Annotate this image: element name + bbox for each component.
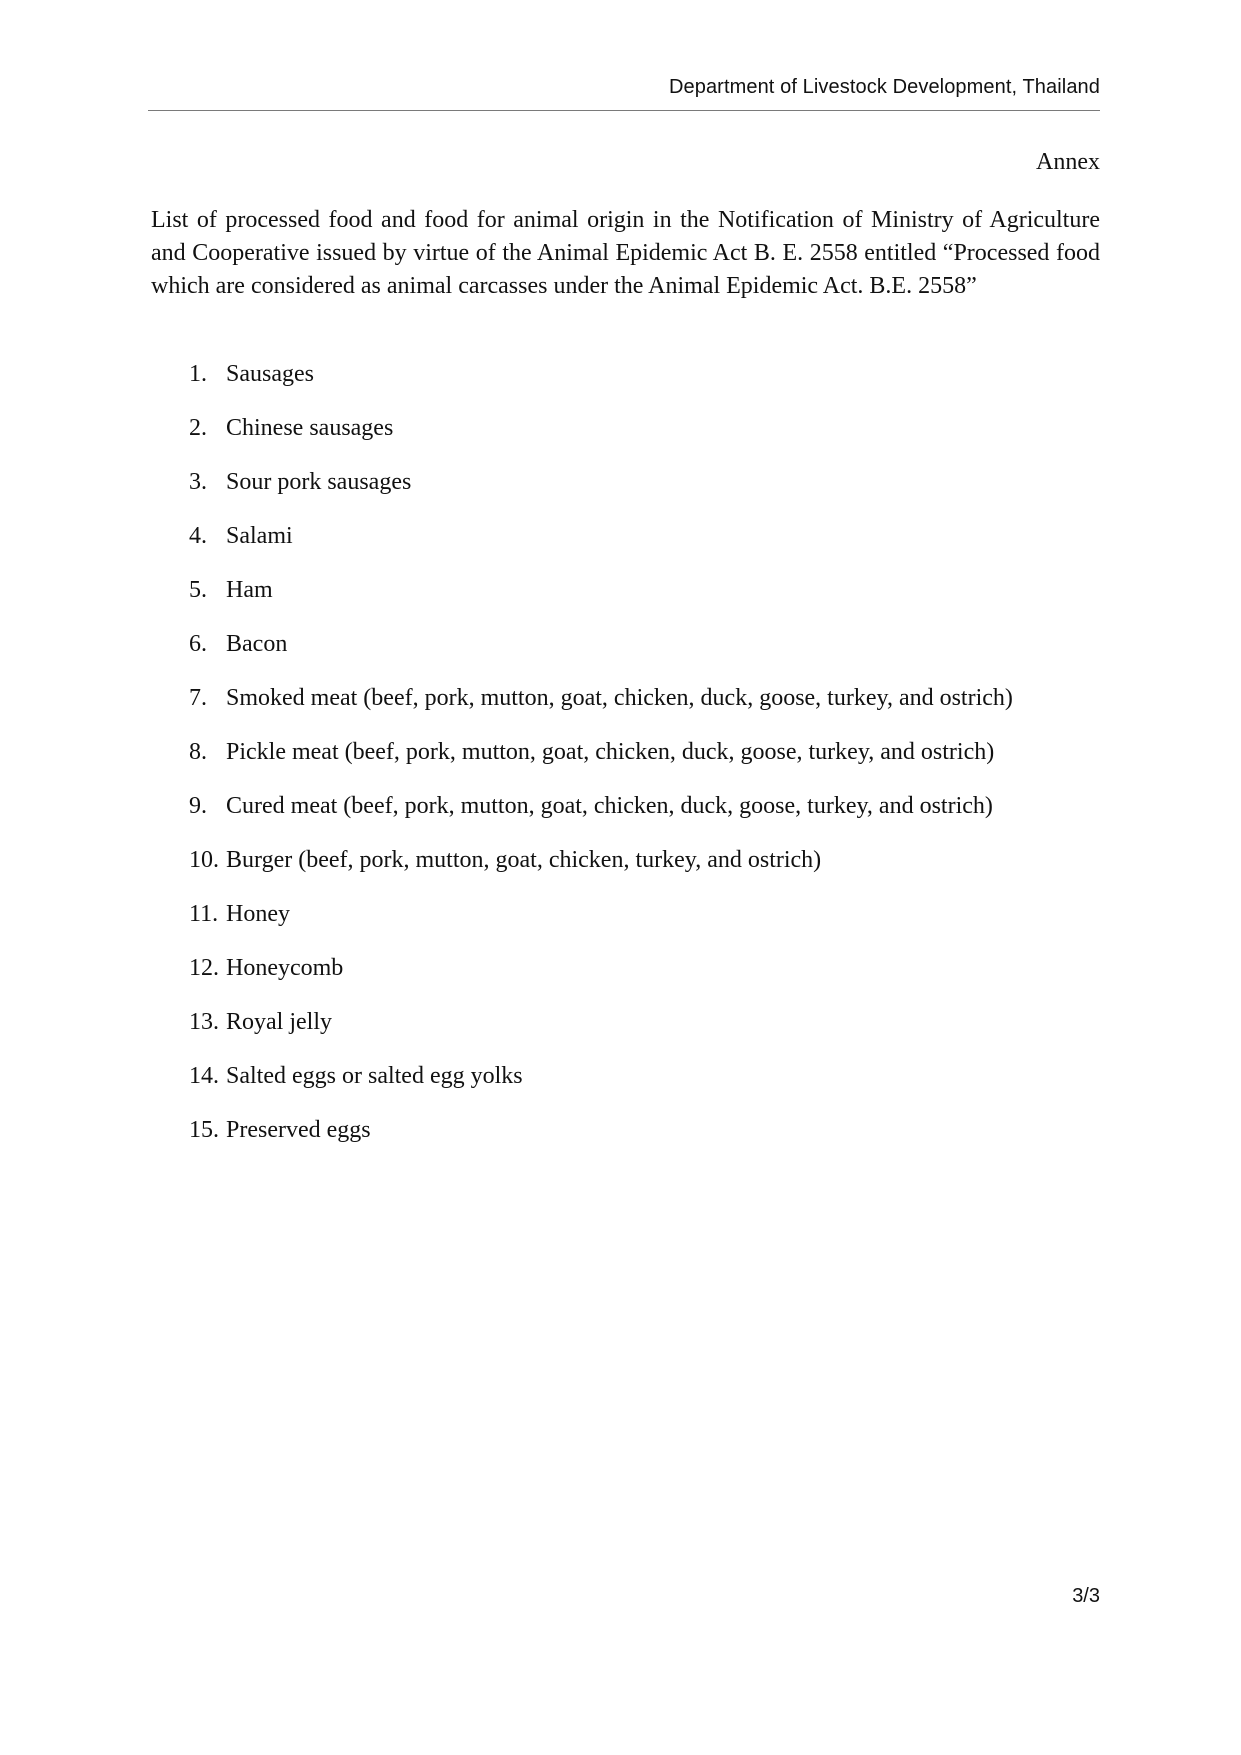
item-text: Preserved eggs: [226, 1117, 371, 1143]
item-text: Ham: [226, 577, 273, 603]
item-number: 4.: [189, 523, 207, 549]
item-text: Pickle meat (beef, pork, mutton, goat, chicken, duck, goose, turkey, and ostrich): [226, 739, 995, 765]
item-number: 12.: [189, 955, 219, 981]
item-text: Cured meat (beef, pork, mutton, goat, chicken, duck, goose, turkey, and ostrich): [226, 793, 993, 819]
list-item: [189, 789, 1013, 843]
item-number: 1.: [189, 361, 207, 387]
item-number: 14.: [189, 1063, 219, 1089]
list-item: [189, 519, 1013, 573]
item-number: 15.: [189, 1117, 219, 1143]
list-item: [189, 465, 1013, 519]
item-text: Salted eggs or salted egg yolks: [226, 1063, 523, 1089]
item-text: Royal jelly: [226, 1009, 332, 1035]
list-item: [189, 681, 1013, 735]
item-number: 13.: [189, 1009, 219, 1035]
item-number: 9.: [189, 793, 207, 819]
intro-paragraph: List of processed food and food for animal origin in the Notification of Ministry of Agriculture and Cooperative issued by virtue of the Animal Epidemic Act B. E. 2558 entitled “Processed food which are considered as animal carcasses under the Animal Epidemic Act. B.E. 2558”: [151, 207, 1100, 299]
item-text: Sour pork sausages: [226, 469, 412, 495]
list-item: [189, 1059, 1013, 1113]
item-number: 2.: [189, 415, 207, 441]
list-item: [189, 627, 1013, 681]
item-text: Salami: [226, 523, 293, 549]
item-text: Honeycomb: [226, 955, 344, 981]
item-number: 8.: [189, 739, 207, 765]
list-item: [189, 573, 1013, 627]
item-text: Sausages: [226, 361, 314, 387]
item-number: 11.: [189, 901, 219, 927]
food-list: [189, 357, 1013, 1167]
list-item: [189, 951, 1013, 1005]
item-text: Burger (beef, pork, mutton, goat, chicken, turkey, and ostrich): [226, 847, 822, 873]
list-item: [189, 411, 1013, 465]
annex-label: Annex: [1036, 149, 1100, 175]
item-number: 5.: [189, 577, 207, 603]
list-item: [189, 357, 1013, 411]
page-header: [148, 74, 1100, 111]
list-item: [189, 897, 1013, 951]
list-item: [189, 1005, 1013, 1059]
list-item: [189, 735, 1013, 789]
header-organization: Department of Livestock Development, Thailand: [668, 76, 1100, 98]
item-number: 10.: [189, 847, 219, 873]
item-number: 3.: [189, 469, 207, 495]
item-text: Bacon: [226, 631, 288, 657]
list-item: [189, 843, 1013, 897]
item-number: 7.: [189, 685, 207, 711]
list-item: [189, 1113, 1013, 1167]
item-number: 6.: [189, 631, 207, 657]
item-text: Chinese sausages: [226, 415, 394, 441]
item-text: Smoked meat (beef, pork, mutton, goat, chicken, duck, goose, turkey, and ostrich): [226, 685, 1013, 711]
item-text: Honey: [226, 901, 290, 927]
page-number: 3/3: [1072, 1585, 1100, 1607]
